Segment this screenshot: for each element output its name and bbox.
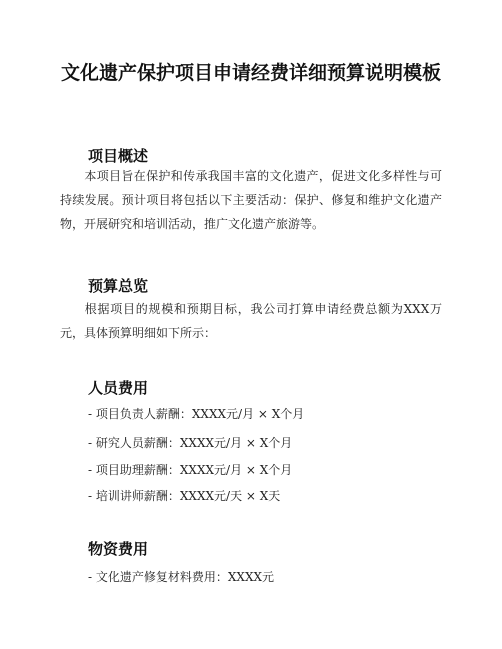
section-heading-material-costs: 物资费用 xyxy=(88,540,149,558)
list-item: - 项目负责人薪酬：XXXX元/月 × X个月 xyxy=(88,407,305,421)
budget-overview-text: 根据项目的规模和预期目标，我公司打算申请经费总额为XXX万元，具体预算明细如下所示： xyxy=(60,302,442,340)
document-title: 文化遗产保护项目申请经费详细预算说明模板 xyxy=(60,62,441,84)
list-item: - 文化遗产修复材料费用：XXXX元 xyxy=(88,570,275,584)
section-heading-personnel-costs: 人员费用 xyxy=(88,379,149,397)
list-item: - 项目助理薪酬：XXXX元/月 × X个月 xyxy=(88,463,293,477)
section-heading-overview: 项目概述 xyxy=(88,147,149,165)
overview-text: 本项目旨在保护和传承我国丰富的文化遗产，促进文化多样性与可持续发展。预计项目将包括以下主要活动：保护、修复和维护文化遗产物，开展研究和培训活动，推广文化遗产旅游等。 xyxy=(60,169,442,231)
section-paragraph-overview xyxy=(60,164,442,236)
section-paragraph-budget-overview xyxy=(60,297,442,345)
list-item: - 培训讲师薪酬：XXXX元/天 × X天 xyxy=(88,489,281,503)
list-item: - 研究人员薪酬：XXXX元/月 × X个月 xyxy=(88,436,293,450)
section-heading-budget-overview: 预算总览 xyxy=(88,277,149,295)
